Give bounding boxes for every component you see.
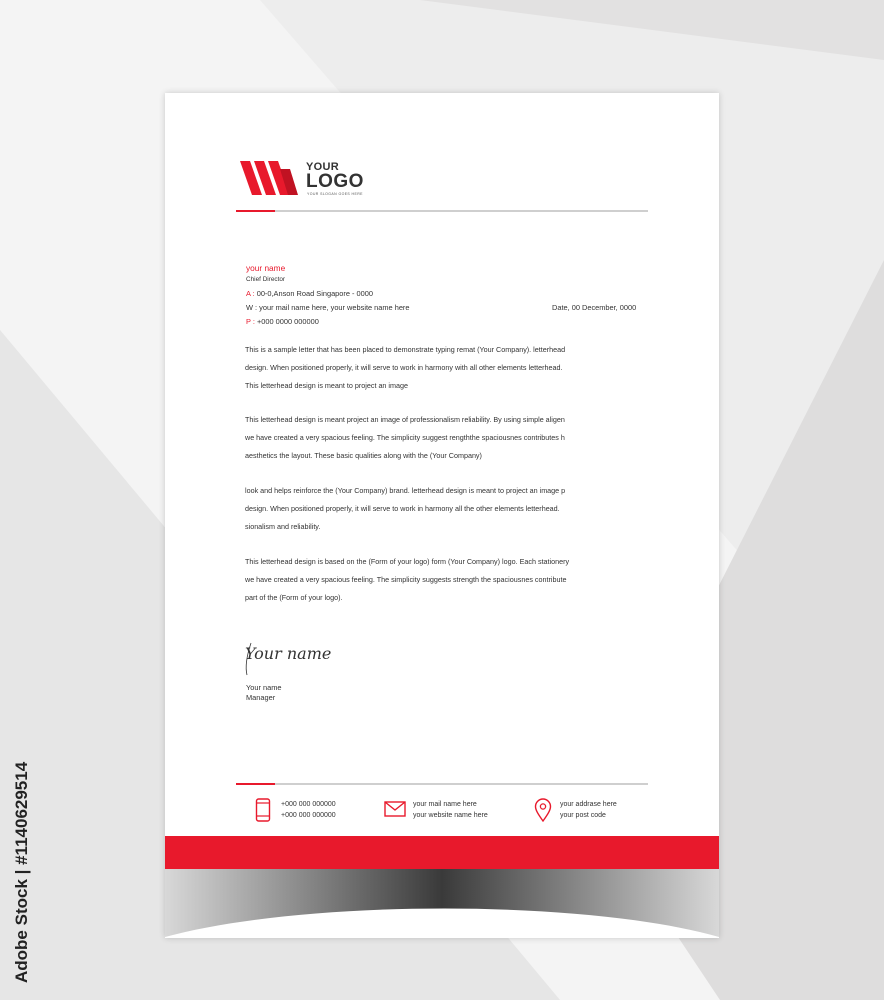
signature-graphic: [243, 637, 333, 679]
footer-phone-2: +000 000 000000: [281, 811, 336, 819]
footer-mail-block: [413, 800, 488, 821]
footer-phone-block: [281, 800, 336, 821]
paragraph-line: look and helps reinforce the (Your Company) brand. letterhead design is meant to project an image p: [245, 486, 566, 495]
web-text: your mail name here, your website name here: [259, 303, 410, 312]
logo-mark-icon: [240, 161, 298, 197]
paragraph-line: This letterhead design is based on the (Form of your logo) form (Your Company) logo. Each stationery: [245, 557, 570, 566]
watermark-text: Adobe Stock | #1140629514: [12, 761, 31, 983]
footer-website: your website name here: [413, 811, 488, 819]
paragraph-line: we have created a very spacious feeling. The simplicity suggests strength the spaciousnes contribute: [245, 574, 567, 584]
footer-phone-1: +000 000 000000: [281, 801, 336, 808]
signer-role: Manager: [246, 693, 276, 702]
header-divider-accent: [236, 210, 275, 212]
paragraph-line: sionalism and reliability.: [245, 521, 321, 531]
footer-post-code: your post code: [560, 811, 606, 819]
sender-name: your name: [246, 263, 286, 273]
sender-web-row: [246, 303, 410, 312]
letter-date: Date, 00 December, 0000: [552, 303, 637, 312]
footer-divider: [236, 783, 648, 785]
paragraph-line: design. When positioned properly, it will serve to work in harmony all the other elements letterhead.: [245, 503, 560, 513]
phone-text: +000 0000 000000: [256, 317, 319, 326]
web-label: W :: [246, 303, 258, 312]
footer-address-block: [560, 800, 617, 821]
signer-name: Your name: [246, 683, 282, 692]
footer-red-band: [165, 836, 719, 869]
footer-mail: your mail name here: [413, 801, 477, 808]
stock-watermark: [8, 755, 34, 985]
address-label: A :: [246, 289, 255, 298]
paragraph-line: This is a sample letter that has been placed to demonstrate typing remat (Your Company). letterhead: [245, 345, 566, 354]
sender-phone-row: [246, 317, 319, 326]
paragraph-line: part of the (Form of your logo).: [245, 592, 343, 602]
body-paragraph-1: [245, 341, 620, 394]
footer-divider-accent: [236, 783, 275, 785]
sender-address-row: [246, 289, 373, 298]
envelope-icon: [384, 801, 406, 817]
paragraph-line: This letterhead design is meant to project an image: [245, 380, 409, 390]
logo-line-1: YOUR: [306, 161, 339, 173]
signature-script: Your name: [245, 644, 332, 663]
footer-wave-band: [165, 869, 719, 938]
map-pin-icon: [534, 798, 552, 822]
body-paragraph-3: [245, 482, 620, 535]
sender-title: Chief Director: [246, 276, 286, 283]
body-paragraph-4: [245, 553, 620, 606]
header-divider: [236, 210, 648, 212]
phone-icon: [255, 798, 271, 822]
logo-line-2: LOGO: [306, 171, 364, 192]
logo-slogan: YOUR SLOGAN GOES HERE: [307, 192, 363, 196]
phone-label: P :: [246, 317, 255, 326]
paragraph-line: This letterhead design is meant project an image of professionalism reliability. By using simple aligen: [245, 415, 565, 424]
footer-address: your addrase here: [560, 801, 617, 808]
company-logo: [240, 161, 380, 203]
paragraph-line: aesthetics the layout. These basic qualities along with the (Your Company): [245, 450, 482, 460]
paragraph-line: we have created a very spacious feeling. The simplicity suggest rengththe spaciousnes contributes h: [245, 432, 565, 442]
paragraph-line: design. When positioned properly, it will serve to work in harmony with all other elements letterhead.: [245, 362, 563, 372]
address-text: 00-0,Anson Road Singapore - 0000: [256, 289, 373, 298]
letterhead-sheet: [165, 93, 719, 938]
body-paragraph-2: [245, 411, 620, 464]
